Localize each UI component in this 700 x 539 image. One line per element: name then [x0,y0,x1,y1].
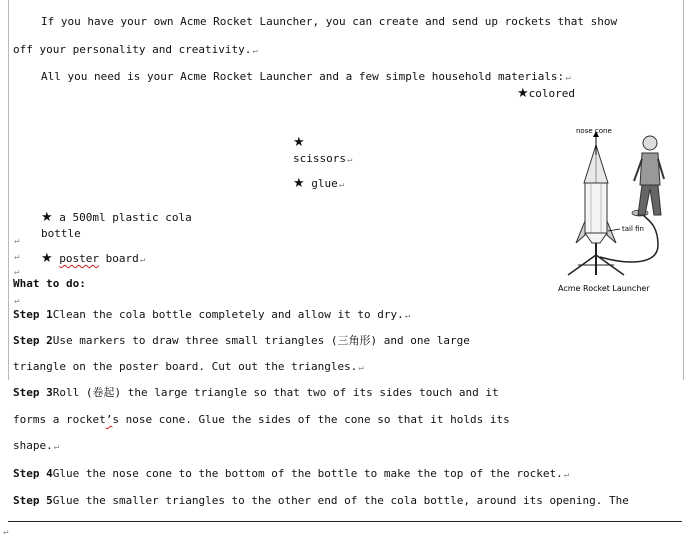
rocket-launcher-figure [548,125,678,295]
step-1: Step 1Clean the cola bottle completely and allow it to dry.↵ [13,308,411,321]
star-icon: ★ [293,135,305,150]
material-bottle-line-2: bottle [41,227,81,240]
paragraph-mark: ↵ [3,527,9,537]
material-colored: ★colored [517,86,576,101]
step-2-line-2: triangle on the poster board. Cut out the triangles.↵ [13,360,364,373]
material-scissors: scissors↵ [293,152,353,165]
paragraph-mark: ↵ [14,267,20,277]
nose-cone-label: nose cone [576,127,612,135]
step-2-line-1: Step 2Use markers to draw three small triangles (三角形) and one large [13,334,470,347]
star-icon: ★ [41,251,53,266]
material-glue: ★ glue↵ [293,176,345,191]
star-icon: ★ [41,210,53,225]
paragraph-mark: ↵ [14,296,20,306]
material-poster-board: ★ poster board↵ [41,251,146,266]
paragraph-mark: ↵ [14,236,20,246]
star-icon: ★ [293,176,305,191]
intro-line-1: If you have your own Acme Rocket Launcher, you can create and send up rockets that show [41,15,618,28]
paragraph-mark: ↵ [14,252,20,262]
figure-caption: Acme Rocket Launcher [558,284,650,293]
step-5: Step 5Glue the smaller triangles to the other end of the cola bottle, around its opening. The [13,494,629,507]
step-3-line-1: Step 3Roll (卷起) the large triangle so that two of its sides touch and it [13,386,499,399]
star-icon: ★ [517,86,529,101]
tail-fin-label: tail fin [622,225,644,233]
material-scissors-star [293,136,305,150]
step-3-line-3: shape.↵ [13,439,60,452]
what-to-do-heading: What to do: [13,277,86,290]
step-3-line-2: forms a rocket’s nose cone. Glue the sides of the cone so that it holds its [13,413,510,426]
material-bottle-line-1: ★ a 500ml plastic cola [41,210,192,225]
intro-line-2: off your personality and creativity.↵ [13,43,258,56]
page-bottom-rule [8,521,682,522]
step-4: Step 4Glue the nose cone to the bottom of the bottle to make the top of the rocket.↵ [13,467,570,480]
intro-line-3: All you need is your Acme Rocket Launcher and a few simple household materials:↵ [41,70,571,83]
